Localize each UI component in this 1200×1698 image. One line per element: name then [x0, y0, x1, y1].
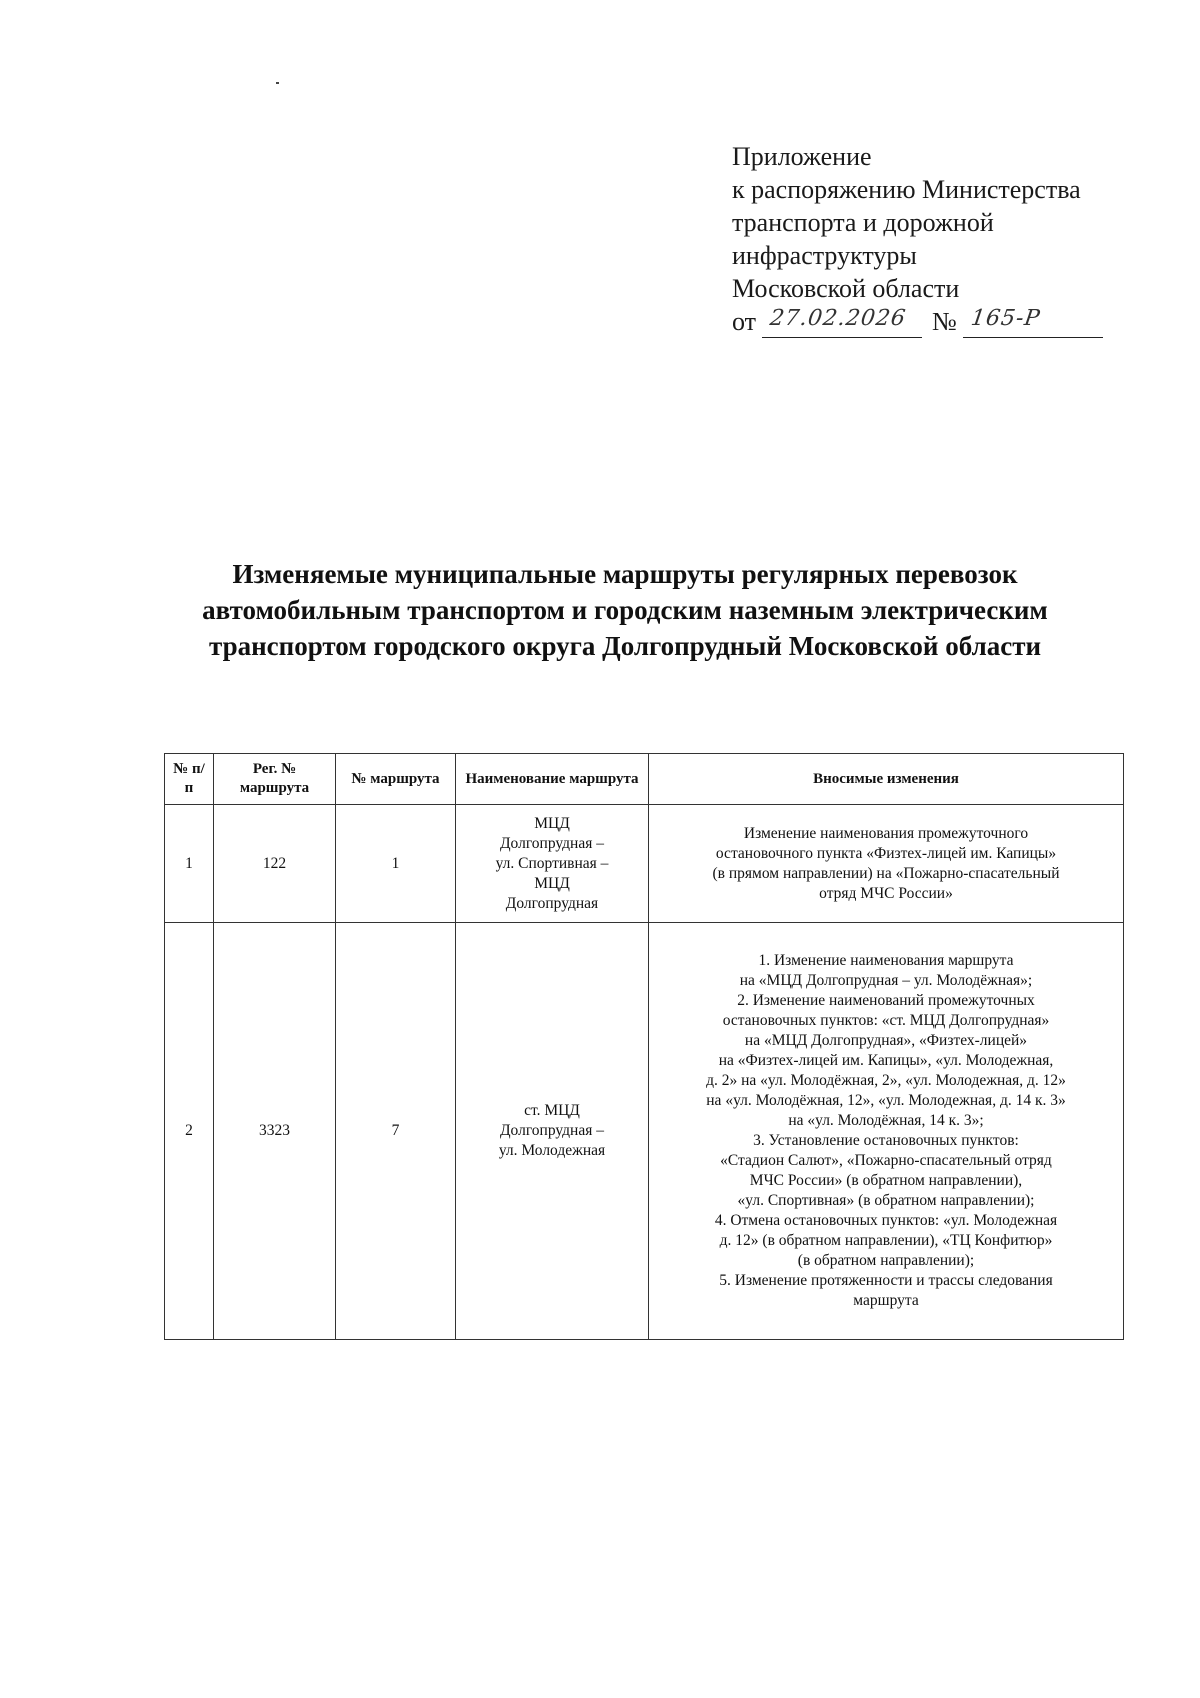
change-line: д. 12» (в обратном направлении), «ТЦ Конфитюр» [719, 1232, 1053, 1249]
title-line: Изменяемые муниципальные маршруты регулярных перевозок [232, 559, 1018, 589]
title-line: автомобильным транспортом и городским наземным электрическим [202, 595, 1048, 625]
cell-index: 1 [165, 805, 214, 923]
change-line: Изменение наименования промежуточного [743, 824, 1029, 842]
date-prefix: от [732, 307, 757, 336]
appendix-line: транспорта и дорожной [732, 208, 994, 237]
cell-changes [649, 923, 1124, 1340]
route-name-line: ул. Спортивная – [495, 854, 609, 872]
change-line: 3. Установление остановочных пунктов: [753, 1132, 1019, 1149]
route-name-line: ст. МЦД [524, 1102, 580, 1119]
change-line: 4. Отмена остановочных пунктов: «ул. Молодежная [714, 1212, 1058, 1229]
table-header-row [165, 754, 1124, 805]
route-name-line: ул. Молодежная [498, 1142, 606, 1159]
change-line: на «МЦД Долгопрудная», «Физтех-лицей» [744, 1032, 1028, 1049]
cell-route-name [456, 805, 649, 923]
change-line: маршрута [853, 1292, 919, 1309]
date-number-line [732, 305, 1172, 338]
route-name-line: МЦД [534, 874, 570, 892]
change-line: 1. Изменение наименования маршрута [758, 952, 1014, 969]
header-route-number: № маршрута [336, 754, 456, 805]
routes-table [164, 753, 1124, 1340]
appendix-line: к распоряжению Министерства [732, 175, 1081, 204]
change-line: 2. Изменение наименований промежуточных [737, 992, 1035, 1009]
cell-changes [649, 805, 1124, 923]
cell-route-number: 7 [336, 923, 456, 1340]
change-line: д. 2» на «ул. Молодёжная, 2», «ул. Молодежная, д. 12» [706, 1072, 1066, 1089]
change-line: (в обратном направлении); [797, 1252, 975, 1269]
header-route-name: Наименование маршрута [456, 754, 649, 805]
change-line: остановочного пункта «Физтех-лицей им. Капицы» [715, 844, 1057, 862]
handwritten-date: 27.02.2026 [768, 306, 908, 331]
cell-route-number: 1 [336, 805, 456, 923]
appendix-line: Московской области [732, 274, 960, 303]
handwritten-number: 165-Р [969, 306, 1042, 331]
appendix-line: Приложение [732, 142, 872, 171]
title-line: транспортом городского округа Долгопрудный Московской области [208, 631, 1042, 661]
route-name-line: Долгопрудная [505, 894, 599, 912]
change-line: «ул. Спортивная» (в обратном направлении); [737, 1192, 1035, 1209]
number-field [963, 306, 1103, 338]
table-row [165, 805, 1124, 923]
scan-speck [276, 82, 279, 84]
cell-route-name [456, 923, 649, 1340]
table-row [165, 923, 1124, 1340]
number-prefix: № [932, 307, 957, 336]
change-line: «Стадион Салют», «Пожарно-спасательный отряд [720, 1152, 1052, 1169]
appendix-line: инфраструктуры [732, 241, 917, 270]
header-changes: Вносимые изменения [649, 754, 1124, 805]
cell-index: 2 [165, 923, 214, 1340]
change-line: МЧС России» (в обратном направлении), [749, 1172, 1023, 1189]
cell-reg-number: 122 [214, 805, 336, 923]
change-line: 5. Изменение протяженности и трассы следования [719, 1272, 1053, 1289]
change-line: (в прямом направлении) на «Пожарно-спасательный [712, 864, 1060, 882]
route-name-line: МЦД [534, 814, 570, 832]
change-line: на «Физтех-лицей им. Капицы», «ул. Молодежная, [718, 1052, 1054, 1069]
route-name-line: Долгопрудная – [499, 1122, 604, 1139]
change-line: на «МЦД Долгопрудная – ул. Молодёжная»; [739, 972, 1033, 989]
header-index: № п/п [165, 754, 214, 805]
header-reg-number: Рег. № маршрута [214, 754, 336, 805]
appendix-block [732, 140, 1172, 338]
document-title [160, 556, 1090, 664]
route-name-line: Долгопрудная – [499, 834, 604, 852]
date-field [762, 306, 922, 338]
cell-reg-number: 3323 [214, 923, 336, 1340]
change-line: на «ул. Молодёжная, 14 к. 3»; [788, 1112, 984, 1129]
change-line: отряд МЧС России» [819, 884, 953, 902]
change-line: остановочных пунктов: «ст. МЦД Долгопрудная» [722, 1012, 1050, 1029]
change-line: на «ул. Молодёжная, 12», «ул. Молодежная, д. 14 к. 3» [706, 1092, 1066, 1109]
